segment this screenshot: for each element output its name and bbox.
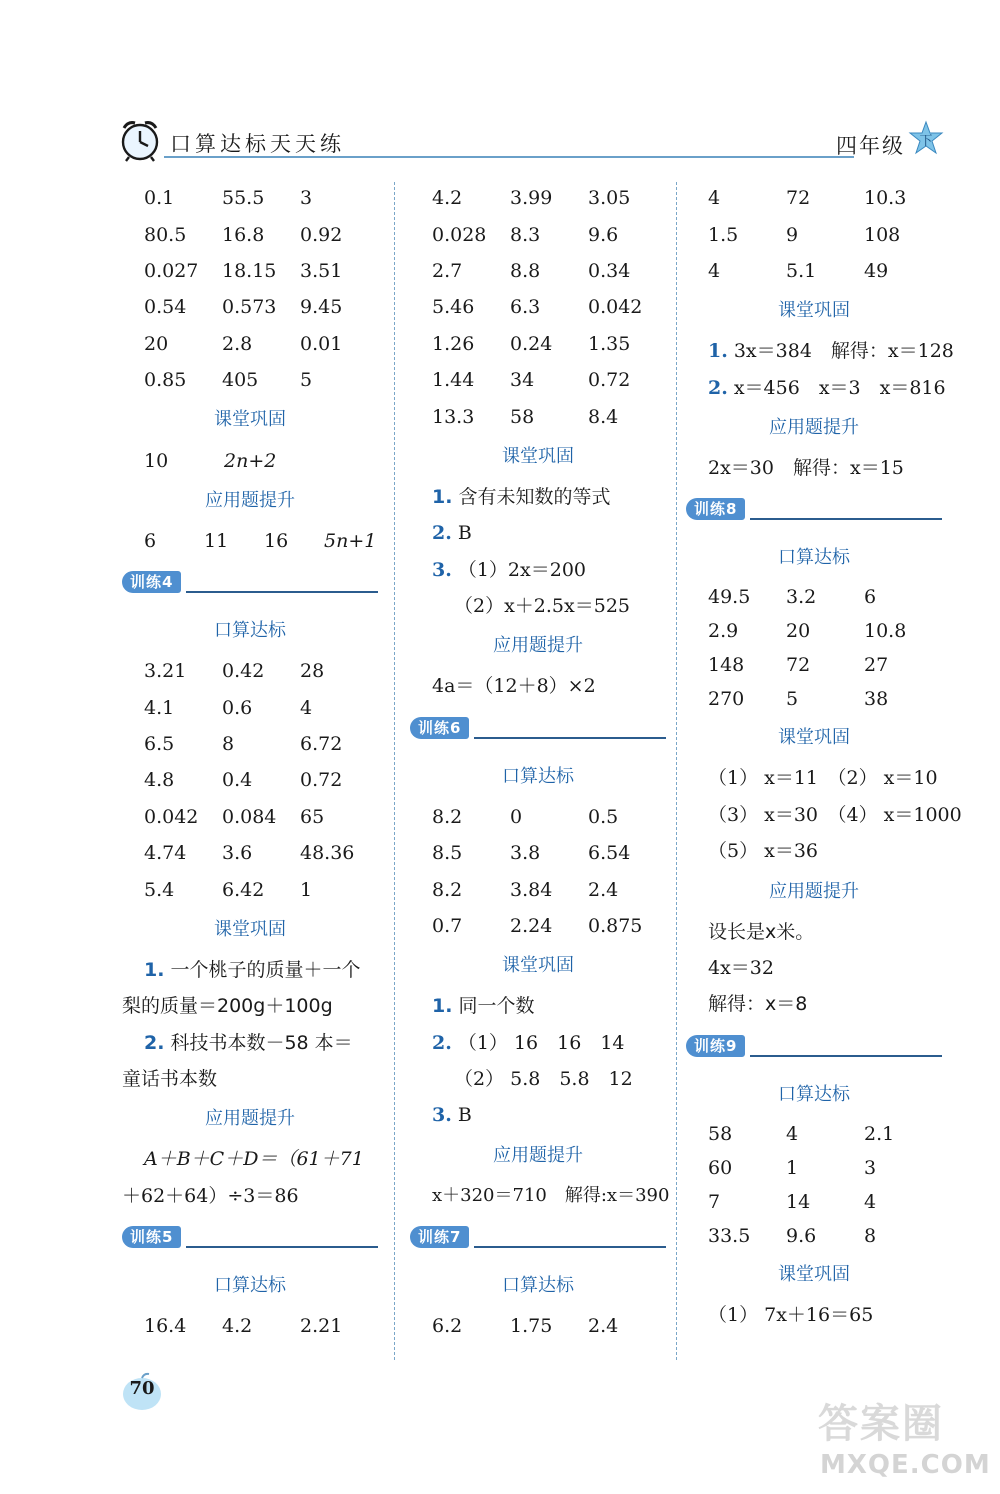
answer-cell: 0.027 bbox=[144, 259, 199, 282]
answer-cell: 2.4 bbox=[588, 1315, 619, 1338]
watermark bbox=[818, 1392, 991, 1488]
answer-line: 4x＝32 bbox=[708, 956, 774, 979]
answer-line: 解得：x＝8 bbox=[708, 993, 808, 1016]
answer-cell: 14 bbox=[786, 1190, 811, 1213]
item-number: 2. bbox=[432, 522, 452, 545]
section-rule bbox=[474, 1246, 666, 1248]
answer-cell: 49 bbox=[864, 259, 889, 282]
answer-cell: 8.3 bbox=[510, 223, 541, 246]
answer-cell: 3.99 bbox=[510, 187, 553, 210]
answer-cell: 72 bbox=[786, 654, 811, 677]
answer-row bbox=[122, 690, 378, 726]
item-number: 3. bbox=[432, 558, 452, 581]
section-heading: 应用题提升 bbox=[205, 489, 295, 511]
answer-cell: 5.1 bbox=[786, 259, 817, 282]
answer-line bbox=[410, 988, 666, 1024]
answer-cell: 9 bbox=[786, 223, 799, 246]
answer-cell: 0.028 bbox=[432, 223, 487, 246]
answer-cell: 0.875 bbox=[588, 915, 643, 938]
section-bar-4 bbox=[122, 559, 378, 609]
answer-cell: 4.2 bbox=[432, 187, 463, 210]
answer-cell: 8.8 bbox=[510, 259, 541, 282]
answer-cell: 4.8 bbox=[144, 769, 175, 792]
answer-cell: 20 bbox=[144, 332, 169, 355]
answer-line bbox=[686, 370, 946, 406]
section-bar-5 bbox=[122, 1214, 378, 1264]
answer-cell: 16 bbox=[264, 529, 289, 552]
answer-row bbox=[122, 653, 378, 689]
column-1 bbox=[122, 180, 378, 1345]
answer-text: B bbox=[457, 1104, 472, 1127]
answer-cell: 108 bbox=[864, 223, 901, 246]
answer-cell: 405 bbox=[222, 369, 259, 392]
answer-cell: 7 bbox=[708, 1190, 721, 1213]
page-number-text: 70 bbox=[129, 1378, 155, 1399]
answer-cell: 9.6 bbox=[786, 1224, 817, 1247]
answer-cell: 58 bbox=[510, 405, 535, 428]
answer-row bbox=[122, 762, 378, 798]
answer-cell: 2.1 bbox=[864, 1122, 895, 1145]
section-tag: 训练7 bbox=[410, 1226, 469, 1248]
answer-line: （1） 7x＋16＝65 bbox=[708, 1303, 874, 1326]
answer-cell: 0.042 bbox=[144, 805, 199, 828]
answer-cell: 1.44 bbox=[432, 369, 475, 392]
answer-cell: 4 bbox=[786, 1122, 799, 1145]
answer-row bbox=[410, 835, 666, 871]
answer-row bbox=[410, 326, 666, 362]
answer-cell: 0.01 bbox=[300, 332, 343, 355]
section-bar-6 bbox=[410, 705, 666, 755]
answer-cell: 18.15 bbox=[222, 259, 277, 282]
answer-cell: 3.6 bbox=[222, 842, 253, 865]
answer-row bbox=[686, 180, 942, 216]
answer-cell: 8.2 bbox=[432, 805, 463, 828]
section-tag: 训练8 bbox=[686, 498, 745, 520]
answer-cell: 4 bbox=[864, 1190, 877, 1213]
answer-cell: 5 bbox=[786, 688, 799, 711]
answer-cell: 0.54 bbox=[144, 296, 187, 319]
answer-cell: 8.5 bbox=[432, 842, 463, 865]
section-rule bbox=[750, 1055, 942, 1057]
answer-cell: 0.6 bbox=[222, 696, 253, 719]
answer-line bbox=[410, 1025, 666, 1061]
answer-cell: 5.46 bbox=[432, 296, 475, 319]
answer-cell: 16.8 bbox=[222, 223, 265, 246]
answer-row bbox=[122, 1308, 378, 1344]
answer-cell: 8.4 bbox=[588, 405, 619, 428]
answer-cell: 8 bbox=[864, 1224, 877, 1247]
answer-cell: 4 bbox=[300, 696, 313, 719]
answer-cell: 4.74 bbox=[144, 842, 187, 865]
answer-text: x＝456 x＝3 x＝816 bbox=[733, 376, 946, 399]
section-rule bbox=[750, 518, 942, 520]
section-bar-7 bbox=[410, 1214, 666, 1264]
answer-cell: 0 bbox=[510, 805, 523, 828]
section-tag: 训练9 bbox=[686, 1035, 745, 1057]
answer-cell: 0.573 bbox=[222, 296, 277, 319]
answer-cell: 0.5 bbox=[588, 805, 619, 828]
answer-line: （5） x＝36 bbox=[708, 840, 819, 863]
answer-row bbox=[686, 648, 942, 682]
answer-text: （1） 16 16 14 bbox=[457, 1031, 625, 1054]
answer-cell: 3.2 bbox=[786, 586, 817, 609]
book-title: 口算达标天天练 bbox=[170, 132, 345, 156]
watermark-text: 答案圈 bbox=[818, 1401, 944, 1447]
answer-line: x＋320＝710 解得:x＝390 bbox=[432, 1184, 670, 1206]
section-heading: 应用题提升 bbox=[205, 1108, 295, 1130]
item-number: 1. bbox=[708, 340, 728, 363]
answer-row bbox=[122, 326, 378, 362]
item-number: 1. bbox=[432, 485, 453, 508]
answer-cell: 10.3 bbox=[864, 187, 907, 210]
answer-cell: 20 bbox=[786, 620, 811, 643]
section-heading: 应用题提升 bbox=[769, 416, 859, 438]
answer-text: 梨的质量＝200g＋100g bbox=[122, 995, 333, 1018]
answer-text: 科技书本数－58 本＝ bbox=[170, 1031, 353, 1054]
answer-row bbox=[122, 216, 378, 252]
answer-cell: 58 bbox=[708, 1122, 733, 1145]
section-heading: 课堂巩固 bbox=[778, 300, 850, 322]
answer-cell: 4 bbox=[708, 259, 721, 282]
answer-row bbox=[122, 180, 378, 216]
answer-cell: 1.26 bbox=[432, 332, 475, 355]
answer-cell: 3 bbox=[864, 1156, 877, 1179]
answer-cell: 80.5 bbox=[144, 223, 187, 246]
section-heading: 课堂巩固 bbox=[502, 445, 574, 467]
answer-cell: 55.5 bbox=[222, 187, 265, 210]
answer-row bbox=[410, 253, 666, 289]
answer-row bbox=[686, 216, 942, 252]
answer-cell: 0.92 bbox=[300, 223, 343, 246]
answer-text: 一个桃子的质量＋一个 bbox=[170, 958, 361, 981]
page-header bbox=[118, 118, 948, 164]
answer-row bbox=[410, 1308, 666, 1344]
header-rule bbox=[164, 156, 854, 158]
answer-row bbox=[686, 682, 942, 716]
answer-row bbox=[122, 799, 378, 835]
answer-cell: 3 bbox=[300, 187, 313, 210]
answer-line: （3） x＝30 （4） x＝1000 bbox=[708, 803, 962, 826]
column-divider bbox=[676, 182, 677, 1360]
section-heading: 应用题提升 bbox=[493, 635, 583, 657]
answer-row bbox=[410, 216, 666, 252]
answer-line: 4a＝（12＋8）×2 bbox=[432, 675, 596, 698]
column-3 bbox=[686, 180, 962, 1333]
answer-cell: 2n+2 bbox=[224, 449, 277, 472]
answer-cell: 13.3 bbox=[432, 405, 475, 428]
answer-row bbox=[122, 726, 378, 762]
answer-cell: 3.21 bbox=[144, 660, 187, 683]
answer-cell: 34 bbox=[510, 369, 535, 392]
section-tag: 训练6 bbox=[410, 717, 469, 739]
answer-cell: 2.9 bbox=[708, 620, 739, 643]
answer-line bbox=[410, 515, 666, 551]
alarm-clock-icon bbox=[118, 118, 162, 162]
answer-cell: 2.4 bbox=[588, 878, 619, 901]
answer-row bbox=[122, 289, 378, 325]
answer-cell: 10.8 bbox=[864, 620, 907, 643]
answer-cell: 8 bbox=[222, 733, 235, 756]
answer-row bbox=[410, 362, 666, 398]
answer-row bbox=[122, 523, 378, 559]
answer-row bbox=[410, 908, 666, 944]
answer-cell: 33.5 bbox=[708, 1224, 751, 1247]
answer-text: 同一个数 bbox=[458, 995, 535, 1018]
answer-line: A＋B＋C＋D＝（61＋71 bbox=[144, 1148, 364, 1171]
answer-line bbox=[122, 988, 378, 1024]
section-heading: 课堂巩固 bbox=[214, 409, 286, 431]
section-heading: 课堂巩固 bbox=[214, 918, 286, 940]
answer-cell: 0.72 bbox=[300, 769, 343, 792]
section-heading: 口算达标 bbox=[214, 1275, 286, 1297]
answer-row bbox=[686, 1219, 942, 1253]
answer-line bbox=[122, 952, 378, 988]
answer-row bbox=[122, 835, 378, 871]
answer-cell: 5 bbox=[300, 369, 313, 392]
column-2 bbox=[410, 180, 670, 1345]
answer-cell: 6.5 bbox=[144, 733, 175, 756]
answer-cell: 148 bbox=[708, 654, 745, 677]
section-tag: 训练4 bbox=[122, 571, 181, 593]
answer-line bbox=[410, 1097, 666, 1133]
answer-cell: 0.7 bbox=[432, 915, 463, 938]
answer-cell: 6.2 bbox=[432, 1315, 463, 1338]
answer-row bbox=[686, 1185, 942, 1219]
item-number: 1. bbox=[432, 995, 453, 1018]
star-badge-icon bbox=[908, 120, 944, 158]
answer-cell: 0.72 bbox=[588, 369, 631, 392]
answer-row bbox=[410, 871, 666, 907]
answer-cell: 0.1 bbox=[144, 187, 175, 210]
answer-line bbox=[410, 479, 666, 515]
answer-text: 童话书本数 bbox=[122, 1068, 218, 1091]
answer-cell: 0.42 bbox=[222, 660, 265, 683]
answer-row bbox=[686, 253, 942, 289]
answer-cell: 3.51 bbox=[300, 259, 343, 282]
answer-row bbox=[122, 253, 378, 289]
answer-cell: 2.7 bbox=[432, 259, 463, 282]
answer-cell: 16.4 bbox=[144, 1315, 187, 1338]
grade-label: 四年级 bbox=[836, 134, 905, 158]
answer-cell: 8.2 bbox=[432, 878, 463, 901]
answer-grid bbox=[122, 180, 378, 398]
answer-row bbox=[410, 180, 666, 216]
section-heading: 口算达标 bbox=[778, 1083, 850, 1105]
answer-cell: 49.5 bbox=[708, 586, 751, 609]
answer-cell: 9.45 bbox=[300, 296, 343, 319]
answer-line bbox=[122, 1061, 378, 1097]
watermark-url: MXQE.COM bbox=[820, 1450, 991, 1480]
section-heading: 口算达标 bbox=[778, 547, 850, 569]
answer-row bbox=[686, 580, 942, 614]
answer-line: （2）x＋2.5x＝525 bbox=[454, 594, 631, 617]
answer-line: 2x＝30 解得：x＝15 bbox=[708, 456, 904, 479]
answer-cell: 28 bbox=[300, 660, 325, 683]
answer-line bbox=[410, 552, 666, 588]
answer-text: B bbox=[457, 522, 472, 545]
answer-cell: 6.72 bbox=[300, 733, 343, 756]
answer-cell: 0.34 bbox=[588, 259, 631, 282]
answer-line: （2） 5.8 5.8 12 bbox=[454, 1068, 633, 1091]
answer-row bbox=[122, 442, 378, 478]
answer-cell: 2.8 bbox=[222, 332, 253, 355]
answer-cell: 2.24 bbox=[510, 915, 553, 938]
answer-cell: 6 bbox=[864, 586, 877, 609]
answer-line: （1） x＝11 （2） x＝10 bbox=[708, 767, 938, 790]
page-number bbox=[120, 1372, 164, 1412]
answer-cell: 27 bbox=[864, 654, 889, 677]
answer-cell: 1 bbox=[786, 1156, 799, 1179]
answer-cell: 0.85 bbox=[144, 369, 187, 392]
answer-cell: 3.8 bbox=[510, 842, 541, 865]
section-bar-8 bbox=[686, 486, 942, 536]
answer-text: （1）2x＝200 bbox=[457, 558, 587, 581]
section-heading: 应用题提升 bbox=[769, 880, 859, 902]
answer-cell: 4.1 bbox=[144, 696, 175, 719]
answer-row bbox=[686, 1117, 942, 1151]
item-number: 3. bbox=[432, 1104, 452, 1127]
section-tag: 训练5 bbox=[122, 1226, 181, 1248]
answer-cell: 60 bbox=[708, 1156, 733, 1179]
item-number: 2. bbox=[144, 1031, 165, 1054]
column-divider bbox=[394, 182, 395, 1360]
item-number: 2. bbox=[432, 1031, 452, 1054]
answer-cell: 0.084 bbox=[222, 805, 277, 828]
answer-cell: 9.6 bbox=[588, 223, 619, 246]
answer-cell: 5n+1 bbox=[324, 529, 377, 552]
answer-text: 含有未知数的等式 bbox=[458, 485, 611, 508]
answer-cell: 1.5 bbox=[708, 223, 739, 246]
answer-cell: 0.4 bbox=[222, 769, 253, 792]
answer-cell: 5.4 bbox=[144, 878, 175, 901]
section-rule bbox=[186, 591, 378, 593]
answer-line: ＋62＋64）÷3＝86 bbox=[122, 1184, 299, 1207]
section-heading: 课堂巩固 bbox=[502, 955, 574, 977]
answer-row bbox=[410, 289, 666, 325]
section-heading: 口算达标 bbox=[214, 620, 286, 642]
answer-row bbox=[410, 799, 666, 835]
section-heading: 口算达标 bbox=[502, 1275, 574, 1297]
answer-cell: 72 bbox=[786, 187, 811, 210]
section-heading: 应用题提升 bbox=[493, 1144, 583, 1166]
grade-badge-text: 下 bbox=[919, 134, 933, 149]
answer-line bbox=[686, 333, 954, 369]
answer-cell: 2.21 bbox=[300, 1315, 343, 1338]
answer-cell: 0.24 bbox=[510, 332, 553, 355]
answer-row bbox=[410, 398, 666, 434]
answer-row bbox=[686, 614, 942, 648]
section-heading: 口算达标 bbox=[502, 765, 574, 787]
answer-cell: 1.75 bbox=[510, 1315, 553, 1338]
answer-cell: 65 bbox=[300, 805, 325, 828]
answer-line: 设长是x米。 bbox=[708, 920, 815, 943]
answer-cell: 38 bbox=[864, 688, 889, 711]
answer-row bbox=[122, 362, 378, 398]
answer-cell: 6.42 bbox=[222, 878, 265, 901]
answer-row bbox=[122, 871, 378, 907]
answer-cell: 4.2 bbox=[222, 1315, 253, 1338]
answer-text: 3x＝384 解得：x＝128 bbox=[733, 340, 954, 363]
answer-cell: 1.35 bbox=[588, 332, 631, 355]
answer-cell: 48.36 bbox=[300, 842, 355, 865]
section-rule bbox=[474, 737, 666, 739]
answer-cell: 6.54 bbox=[588, 842, 631, 865]
answer-cell: 6.3 bbox=[510, 296, 541, 319]
section-rule bbox=[186, 1246, 378, 1248]
answer-cell: 0.042 bbox=[588, 296, 643, 319]
answer-cell: 10 bbox=[144, 449, 169, 472]
section-heading: 课堂巩固 bbox=[778, 1263, 850, 1285]
answer-cell: 270 bbox=[708, 688, 745, 711]
answer-cell: 1 bbox=[300, 878, 313, 901]
answer-cell: 6 bbox=[144, 529, 157, 552]
answer-line bbox=[122, 1025, 378, 1061]
answer-cell: 11 bbox=[204, 529, 229, 552]
answer-cell: 3.05 bbox=[588, 187, 631, 210]
answer-cell: 4 bbox=[708, 187, 721, 210]
answer-cell: 3.84 bbox=[510, 878, 553, 901]
section-heading: 课堂巩固 bbox=[778, 727, 850, 749]
answer-row bbox=[686, 1151, 942, 1185]
section-bar-9 bbox=[686, 1023, 942, 1073]
item-number: 2. bbox=[708, 376, 728, 399]
item-number: 1. bbox=[144, 958, 165, 981]
